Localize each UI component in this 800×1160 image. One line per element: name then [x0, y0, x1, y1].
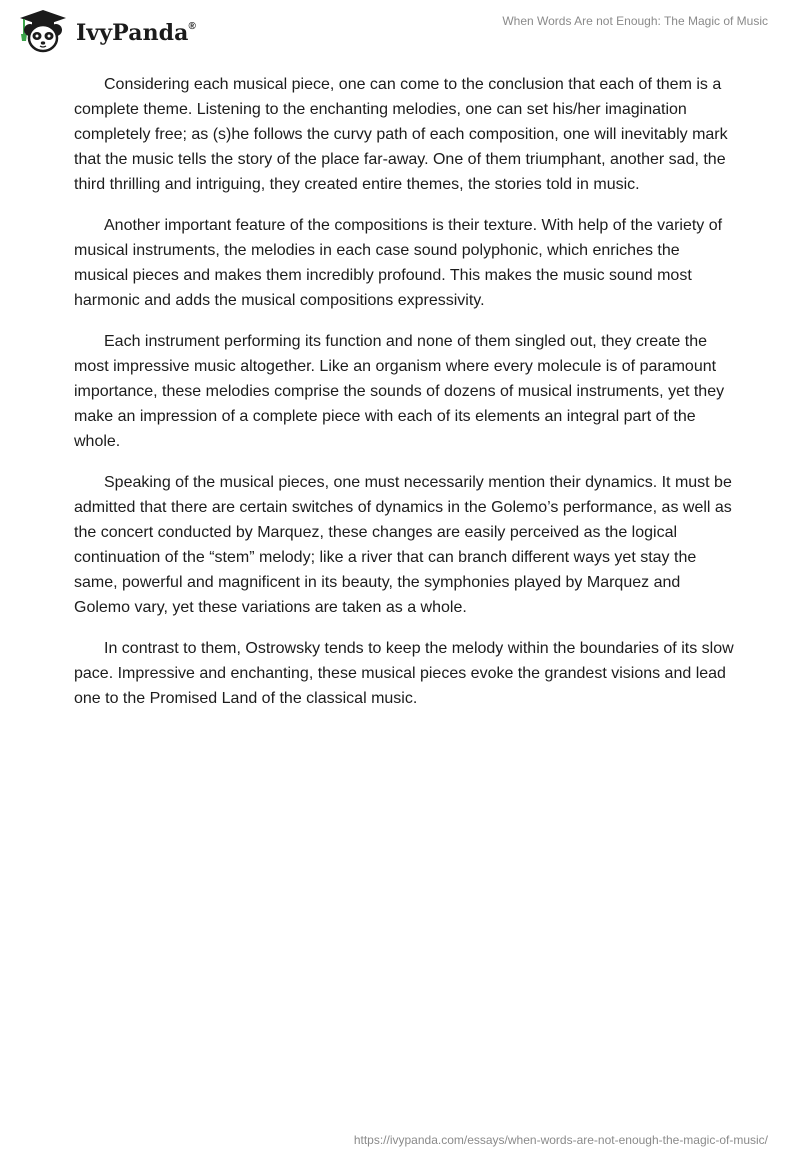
paragraph-1: Considering each musical piece, one can come to the conclusion that each of them is a complete theme. Listening to the enchanting melodies, one can set his/her imagination completely free; as (s)he follows the curvy path of each composition, one will inevitably mark that the music tells the story of the place far-away. One of them triumphant, another sad, the third thrilling and intriguing, they created entire themes, the stories told in music.: [74, 76, 728, 193]
source-url[interactable]: https://ivypanda.com/essays/when-words-are-not-enough-the-magic-of-music/: [353, 1133, 768, 1147]
ivypanda-logo[interactable]: [16, 8, 196, 54]
paragraph-4: Speaking of the musical pieces, one must necessarily mention their dynamics. It must be admitted that there are certain switches of dynamics in the Golemo’s performance, as well as the concert conducted by Marquez, these changes are easily perceived as the logical continuation of the “stem” melody; like a river that can branch different ways yet stay the same, powerful and magnificent in its beauty, the symphonies played by Marquez and Golemo vary, yet these variations are taken as a whole.: [74, 474, 732, 616]
registered-mark: ®: [188, 20, 196, 32]
paragraph-2: Another important feature of the compositions is their texture. With help of the variety of musical instruments, the melodies in each case sound polyphonic, which enriches the musical pieces and makes them incredibly profound. This makes the music sound most harmonic and adds the musical compositions expressivity.: [74, 217, 723, 309]
page-header: [0, 0, 800, 60]
document-title: When Words Are not Enough: The Magic of Music: [502, 14, 768, 28]
essay-body: [74, 72, 734, 727]
logo-wordmark: IvyPanda®: [76, 20, 196, 46]
paragraph-3: Each instrument performing its function and none of them singled out, they create the most impressive music altogether. Like an organism where every molecule is of paramount importance, these melodies comprise the sounds of dozens of musical instruments, yet they make an impression of a complete piece with each of its elements an integral part of the whole.: [74, 333, 725, 450]
panda-graduate-icon: [16, 8, 70, 54]
paragraph-5: In contrast to them, Ostrowsky tends to keep the melody within the boundaries of its slow pace. Impressive and enchanting, these musical pieces evoke the grandest visions and lead one to the Promised Land of the classical music.: [74, 640, 734, 707]
